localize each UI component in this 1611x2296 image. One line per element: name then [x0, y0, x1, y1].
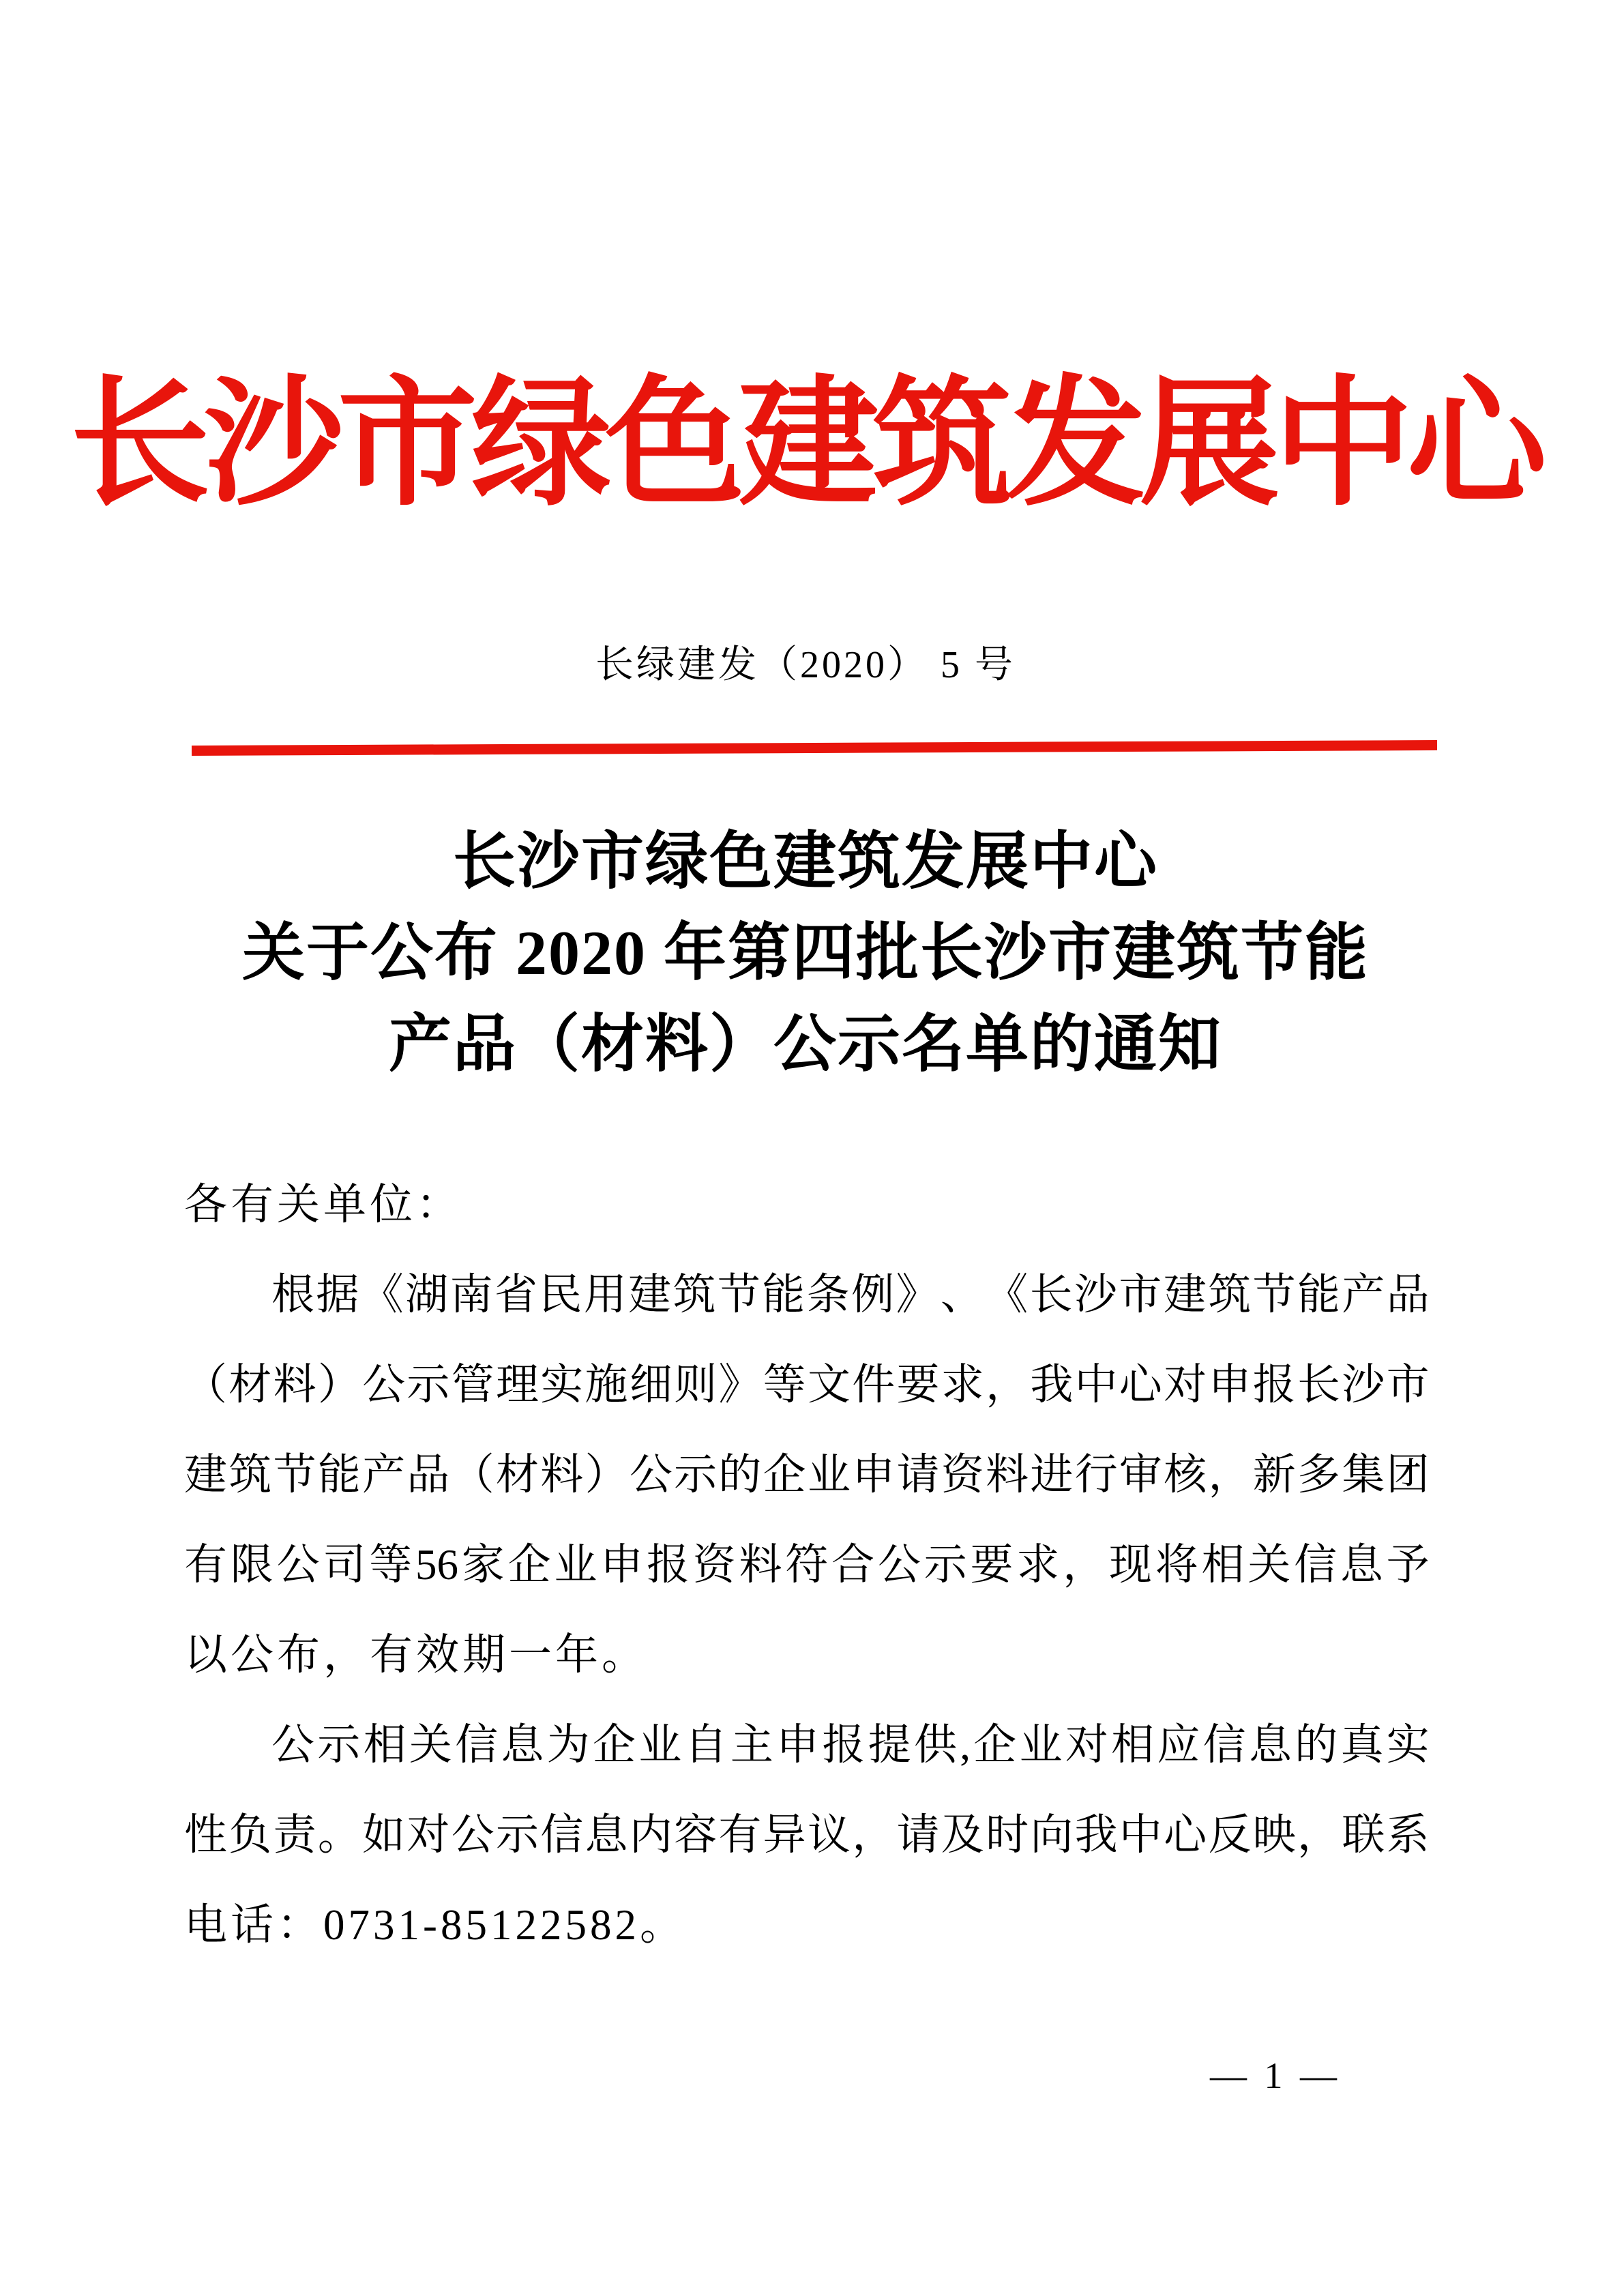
notice-title-line-3: 产品（材料）公示名单的通知: [388, 1010, 1222, 1079]
notice-title: [0, 816, 1611, 1090]
body-line: 公 示 相 关 信 息 为 企 业 自 主 申 报 提 供 , 企 业 对 相 应 信 息 的 真 实: [271, 1721, 1430, 1769]
letterhead-org-title: 长沙市绿色建筑发展中心: [70, 368, 1541, 523]
body-line: 以公布，有效期一年。: [184, 1631, 648, 1679]
notice-title-line-1: 长沙市绿色建筑发展中心: [452, 827, 1158, 896]
salutation: 各有关单位：: [184, 1181, 462, 1228]
body-line: 电话：0731-85122582。: [184, 1901, 686, 1949]
body-line: 建 筑 节 能 产 品 （ 材 料 ） 公 示 的 企 业 申 请 资 料 进 行 审 核 ， 新 多 集 团: [184, 1451, 1430, 1499]
body-line: 性 负 责 。 如 对 公 示 信 息 内 容 有 异 议 ， 请 及 时 向 我 中 心 反 映 ， 联 系: [184, 1811, 1430, 1859]
body-line: 有 限 公 司 等 56 家 企 业 申 报 资 料 符 合 公 示 要 求 ， 现 将 相 关 信 息 予: [184, 1541, 1430, 1589]
body-line: （ 材 料 ） 公 示 管 理 实 施 细 则 》 等 文 件 要 求 ， 我 中 心 对 申 报 长 沙 市: [184, 1361, 1430, 1409]
notice-body: [184, 1160, 1430, 1970]
red-divider-line: [192, 740, 1437, 756]
notice-title-line-2: 关于公布 2020 年第四批长沙市建筑节能: [241, 918, 1369, 988]
document-number: 长绿建发（2020） 5 号: [595, 644, 1016, 686]
body-line: 根 据 《 湖 南 省 民 用 建 筑 节 能 条 例 》 、 《 长 沙 市 建 筑 节 能 产 品: [271, 1271, 1430, 1319]
page-number: — 1 —: [1210, 2055, 1341, 2096]
